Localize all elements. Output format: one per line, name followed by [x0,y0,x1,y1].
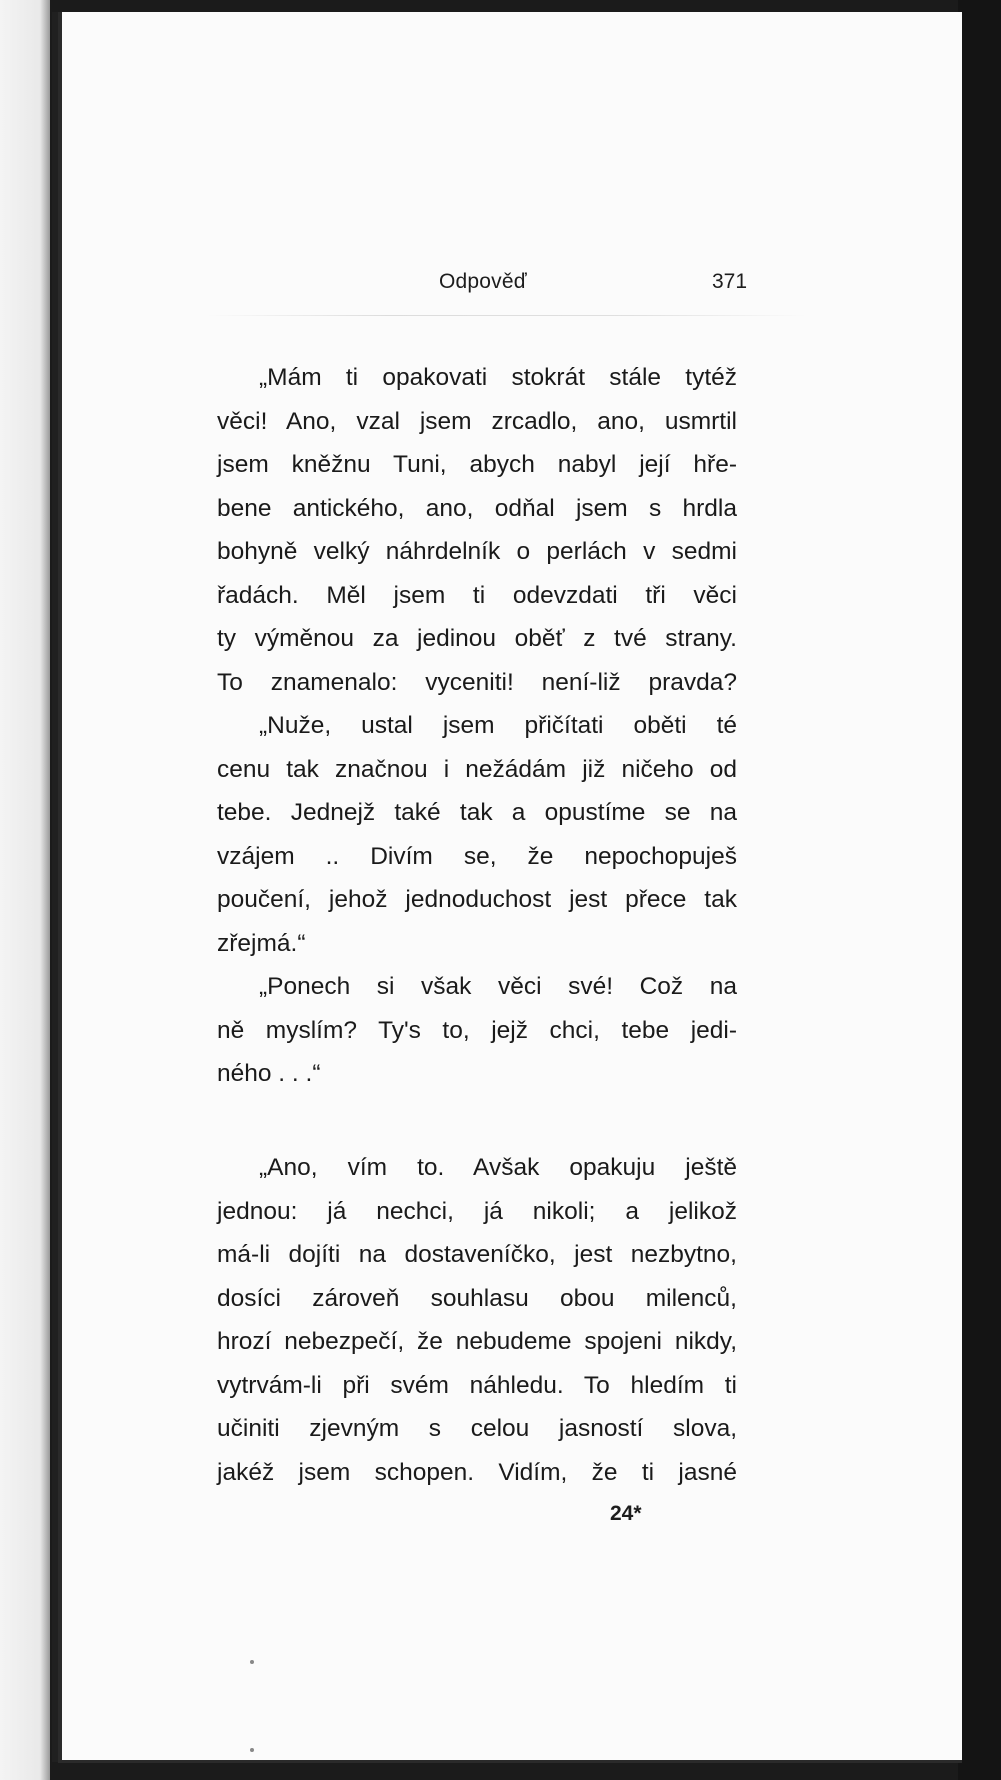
text-line: bene antického, ano, odňal jsem s hrdla [217,494,737,522]
text-block-upper [217,356,737,1096]
text-line: bohyně velký náhrdelník o perlách v sedmi [217,538,737,565]
text-line: učiniti zjevným s celou jasností slova, [217,1415,737,1442]
text-line: „Ponech si však věci své! Což na [259,973,737,1000]
text-line: věci! Ano, vzal jsem zrcadlo, ano, usmrtil [217,407,737,435]
text-line: „Ano, vím to. Avšak opakuju ještě [259,1154,737,1181]
running-title: Odpověď [439,270,527,293]
text-line: řadách. Měl jsem ti odevzdati tři věci [217,581,737,609]
signature-mark: 24* [610,1502,642,1525]
text-line: jednou: já nechci, já nikoli; a jelikož [217,1197,737,1225]
text-line: má-li dojíti na dostaveníčko, jest nezbytno, [217,1241,737,1268]
text-line: vzájem .. Divím se, že nepochopuješ [217,842,737,870]
paper-speck [250,1748,254,1752]
facing-page-edge [0,0,50,1780]
text-block-lower [217,1146,737,1494]
text-line: ného . . .“ [217,1060,321,1087]
text-line: jsem kněžnu Tuni, abych nabyl její hře- [217,451,737,478]
text-line: dosíci zároveň souhlasu obou milenců, [217,1284,737,1312]
text-line: vytrvám-li při svém náhledu. To hledím ti [217,1371,737,1399]
paper-speck [250,1660,254,1664]
text-line: jakéž jsem schopen. Vidím, že ti jasné [217,1458,737,1486]
text-line: ně myslím? Ty's to, jejž chci, tebe jedi- [217,1016,737,1044]
text-line: zřejmá.“ [217,929,306,957]
text-line: poučení, jehož jednoduchost jest přece tak [217,886,737,913]
running-header [62,270,962,300]
page-number: 371 [712,270,748,293]
scan-border-right [958,0,1001,1780]
book-page [58,12,962,1763]
text-line: To znamenalo: vyceniti! není-liž pravda? [217,668,737,696]
text-line: hrozí nebezpečí, že nebudeme spojeni nikdy, [217,1328,737,1355]
text-line: cenu tak značnou i nežádám již ničeho od [217,755,737,783]
header-rule [207,315,807,316]
text-line: ty výměnou za jedinou oběť z tvé strany. [217,625,737,652]
text-line: „Nuže, ustal jsem přičítati oběti té [259,712,737,739]
text-line: „Mám ti opakovati stokrát stále tytéž [259,364,737,391]
text-line: tebe. Jednejž také tak a opustíme se na [217,799,737,826]
